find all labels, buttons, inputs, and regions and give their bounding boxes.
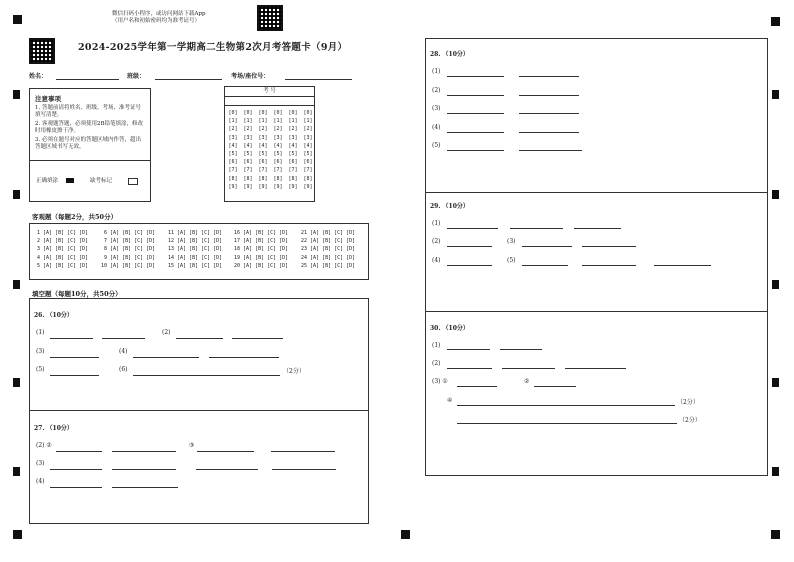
q28-answer-line[interactable] [447, 150, 504, 151]
exam-digit-column[interactable]: [0] [1] [2] [3] [4] [5] [6] [7] [8] [9] [303, 110, 313, 190]
q26-part-3: (3) [36, 348, 45, 355]
q27-answer-line[interactable] [50, 469, 102, 470]
q26-answer-line[interactable] [50, 375, 99, 376]
q27-answer-line[interactable] [197, 451, 254, 452]
correct-fill-label: 正确填涂 [36, 178, 59, 184]
registration-mark [13, 378, 20, 387]
missing-mark-label: 缺考标记 [90, 178, 113, 184]
q29-part-1: (1) [432, 220, 441, 227]
objective-column[interactable]: 6 [A] [B] [C] [D] 7 [A] [B] [C] [D] 8 [A] [B] [C] [D] 9 [A] [B] [C] [D] 10 [A] [B] [C] [D] [101, 230, 156, 269]
q30-part-1: (1) [432, 342, 441, 349]
registration-mark [401, 530, 410, 539]
q28-answer-line[interactable] [519, 76, 579, 77]
registration-mark [772, 90, 779, 99]
q26-part-6: (6) [119, 366, 128, 373]
q30-part-2: (2) [432, 360, 441, 367]
objective-answer-box [29, 223, 369, 280]
notice-title: 注意事项 [35, 95, 61, 103]
q27-title: 27. （10分） [34, 425, 73, 432]
q30-answer-line[interactable] [500, 349, 542, 350]
notice-divider [30, 160, 150, 161]
q27-part-2: (2) ② [36, 442, 52, 449]
q27-answer-line[interactable] [56, 451, 102, 452]
qr-code-icon [257, 5, 283, 31]
q26-points: （2分） [283, 368, 305, 375]
correct-fill-sample [66, 178, 74, 183]
registration-mark [772, 467, 779, 476]
q28-answer-line[interactable] [447, 76, 504, 77]
exam-number-header: 考 号 [263, 88, 276, 94]
q28-answer-line[interactable] [447, 132, 504, 133]
q30-answer-line[interactable] [457, 423, 677, 424]
q28-answer-line[interactable] [519, 113, 579, 114]
q27-answer-line[interactable] [50, 487, 102, 488]
registration-mark [771, 530, 780, 539]
name-field[interactable] [56, 79, 119, 80]
q28-box [425, 38, 768, 193]
q26-answer-line[interactable] [50, 338, 93, 339]
q26-answer-line[interactable] [102, 338, 145, 339]
q28-answer-line[interactable] [447, 113, 504, 114]
q26-answer-line[interactable] [133, 375, 280, 376]
q27-answer-line[interactable] [272, 469, 336, 470]
q29-answer-line[interactable] [522, 265, 568, 266]
q26-answer-line[interactable] [50, 357, 99, 358]
q30-part-3b: ② [524, 378, 530, 385]
q26-answer-line[interactable] [133, 357, 199, 358]
q29-answer-line[interactable] [447, 246, 492, 247]
qr-code-icon [29, 38, 55, 64]
objective-column[interactable]: 11 [A] [B] [C] [D] 12 [A] [B] [C] [D] 13 [A] [B] [C] [D] 14 [A] [B] [C] [D] 15 [A] [B] [C] [D] [168, 230, 223, 269]
registration-mark [13, 280, 20, 289]
q29-answer-line[interactable] [582, 265, 636, 266]
notice-item: 1. 答题前请将姓名、班级、考场、准考证号填写清楚。 [35, 105, 141, 118]
q28-answer-line[interactable] [519, 150, 582, 151]
notice-item: 3. 必须在题号对应的答题区域内作答，超出答题区域书写无效。 [35, 137, 141, 150]
q26-part-5: (5) [36, 366, 45, 373]
q28-part-4: (4) [432, 124, 441, 131]
page-title: 2024-2025学年第一学期高二生物第2次月考答题卡（9月） [78, 42, 348, 53]
q26-answer-line[interactable] [232, 338, 283, 339]
q27-answer-line[interactable] [112, 469, 176, 470]
scan-hint-line2: （用户名和初始密码均为准考证号） [112, 18, 201, 24]
exam-number-input-row[interactable] [225, 96, 314, 106]
q27-part-4: (4) [36, 478, 45, 485]
class-field[interactable] [155, 79, 222, 80]
q29-answer-line[interactable] [574, 228, 621, 229]
q26-part-1: (1) [36, 329, 45, 336]
q30-points-2: （2分） [679, 417, 701, 424]
q26-part-2: (2) [162, 329, 171, 336]
exam-number-grid [224, 86, 315, 202]
q30-points-1: （2分） [677, 399, 699, 406]
notice-box [29, 88, 151, 202]
seat-label: 考场/座位号： [231, 73, 270, 80]
objective-column[interactable]: 21 [A] [B] [C] [D] 22 [A] [B] [C] [D] 23 [A] [B] [C] [D] 24 [A] [B] [C] [D] 25 [A] [B] [C] [D] [301, 230, 356, 269]
registration-mark [13, 15, 22, 24]
q26-box [29, 298, 369, 411]
q30-part-3c: ④ [447, 397, 453, 404]
exam-digit-column[interactable]: [0] [1] [2] [3] [4] [5] [6] [7] [8] [9] [243, 110, 253, 190]
q29-answer-line[interactable] [654, 265, 711, 266]
registration-mark [771, 17, 780, 26]
registration-mark [13, 190, 20, 199]
q30-part-3: (3) ① [432, 378, 448, 385]
q28-part-5: (5) [432, 142, 441, 149]
q27-part-3: (3) [36, 460, 45, 467]
registration-mark [772, 378, 779, 387]
q29-part-4: (4) [432, 257, 441, 264]
q30-answer-line[interactable] [447, 368, 492, 369]
registration-mark [13, 530, 22, 539]
q29-part-3: (3) [507, 238, 516, 245]
exam-digit-column[interactable]: [0] [1] [2] [3] [4] [5] [6] [7] [8] [9] [258, 110, 268, 190]
q29-part-2: (2) [432, 238, 441, 245]
missing-mark-checkbox[interactable] [128, 178, 138, 185]
class-label: 班级： [127, 73, 146, 80]
q30-answer-line[interactable] [502, 368, 555, 369]
exam-digit-column[interactable]: [0] [1] [2] [3] [4] [5] [6] [7] [8] [9] [228, 110, 238, 190]
q26-title: 26. （10分） [34, 312, 73, 319]
q30-answer-line[interactable] [534, 386, 576, 387]
q28-part-3: (3) [432, 105, 441, 112]
objective-column[interactable]: 1 [A] [B] [C] [D] 2 [A] [B] [C] [D] 3 [A] [B] [C] [D] 4 [A] [B] [C] [D] 5 [A] [B] [C] [D] [37, 230, 89, 269]
registration-mark [13, 467, 20, 476]
q30-answer-line[interactable] [447, 349, 490, 350]
q27-answer-line[interactable] [112, 451, 176, 452]
scan-hint-line1: 微信扫码小程序，或访问网站下载App [112, 11, 206, 17]
q27-answer-line[interactable] [271, 451, 335, 452]
q28-answer-line[interactable] [447, 95, 504, 96]
q28-title: 28. （10分） [430, 51, 469, 58]
q27-box [29, 410, 369, 524]
q29-box [425, 192, 768, 312]
q29-answer-line[interactable] [582, 246, 636, 247]
q26-answer-line[interactable] [209, 357, 279, 358]
q26-answer-line[interactable] [176, 338, 223, 339]
fill-title: 填空题（每题10分，共50分） [32, 290, 122, 298]
objective-column[interactable]: 16 [A] [B] [C] [D] 17 [A] [B] [C] [D] 18 [A] [B] [C] [D] 19 [A] [B] [C] [D] 20 [A] [B] [C] [D] [234, 230, 289, 269]
q30-answer-line[interactable] [457, 405, 675, 406]
q27-part-2b: ③ [189, 442, 195, 449]
objective-title: 客观题（每题2分，共50分） [32, 213, 118, 221]
registration-mark [772, 190, 779, 199]
q27-answer-line[interactable] [112, 487, 178, 488]
q30-answer-line[interactable] [565, 368, 626, 369]
q29-answer-line[interactable] [447, 265, 492, 266]
exam-digit-column[interactable]: [0] [1] [2] [3] [4] [5] [6] [7] [8] [9] [288, 110, 298, 190]
registration-mark [13, 90, 20, 99]
scan-hint [112, 11, 206, 25]
exam-digit-column[interactable]: [0] [1] [2] [3] [4] [5] [6] [7] [8] [9] [273, 110, 283, 190]
q29-title: 29. （10分） [430, 203, 469, 210]
q27-answer-line[interactable] [196, 469, 258, 470]
q28-answer-line[interactable] [519, 95, 579, 96]
q28-part-1: (1) [432, 68, 441, 75]
q29-answer-line[interactable] [510, 228, 563, 229]
registration-mark [772, 280, 779, 289]
seat-field[interactable] [285, 79, 352, 80]
q26-part-4: (4) [119, 348, 128, 355]
q29-answer-line[interactable] [522, 246, 572, 247]
q30-box [425, 311, 768, 476]
q28-answer-line[interactable] [519, 132, 579, 133]
q30-answer-line[interactable] [457, 386, 497, 387]
notice-item: 2. 客观题答题，必须使用2B铅笔填涂，修改时用橡皮擦干净。 [35, 121, 144, 134]
q29-part-5: (5) [507, 257, 516, 264]
q29-answer-line[interactable] [447, 228, 498, 229]
q30-title: 30. （10分） [430, 325, 469, 332]
q28-part-2: (2) [432, 87, 441, 94]
name-label: 姓名： [29, 73, 48, 80]
